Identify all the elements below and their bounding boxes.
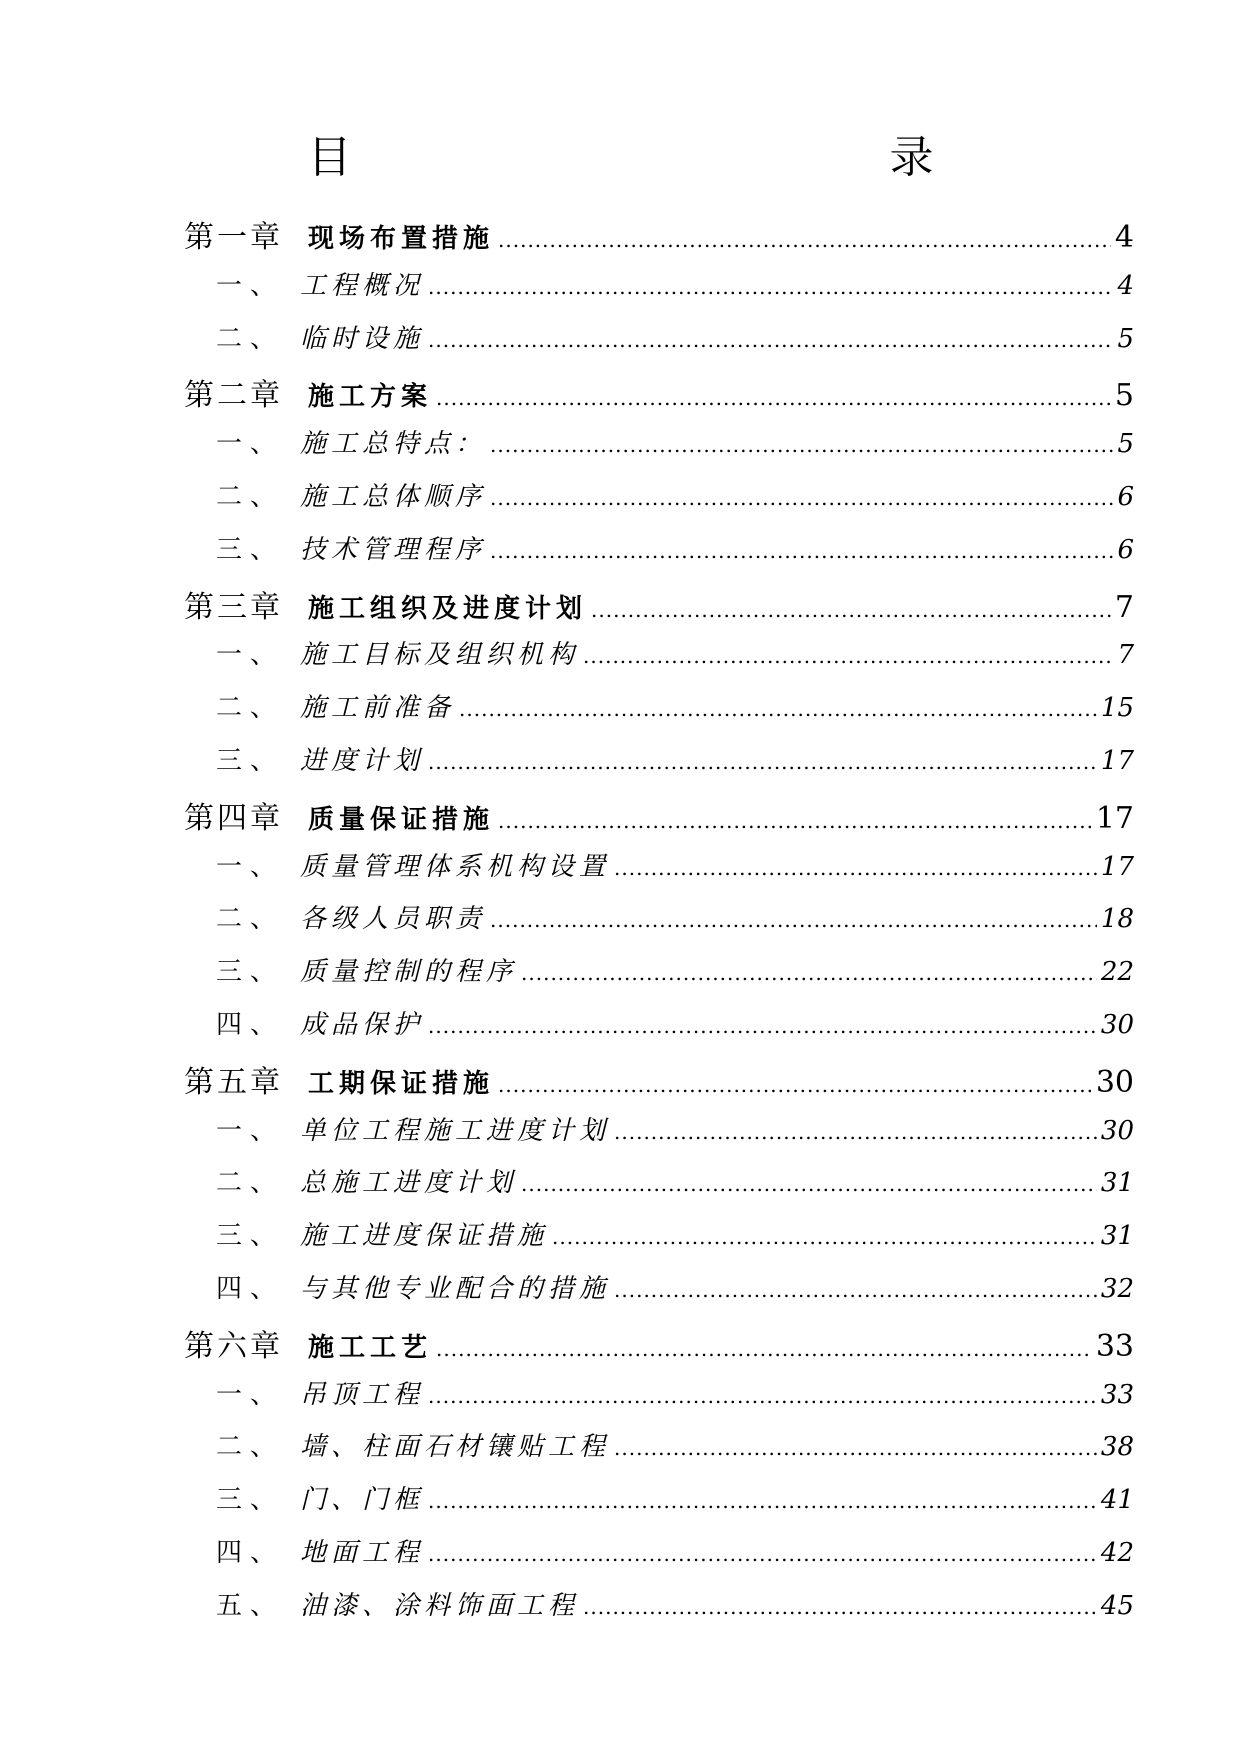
toc-dot-leader <box>521 957 1097 987</box>
toc-page-number: 4 <box>1114 220 1134 255</box>
toc-page-number: 5 <box>1114 378 1134 414</box>
toc-entry-number: 第四章 <box>184 800 283 836</box>
toc-section-entry[interactable] <box>184 846 1134 899</box>
toc-dot-leader <box>591 590 1111 625</box>
toc-entry-number: 四、 <box>216 1537 285 1568</box>
toc-page-number: 30 <box>1100 1115 1134 1146</box>
toc-entry-number: 一、 <box>216 1379 285 1410</box>
toc-section-entry[interactable] <box>184 529 1134 582</box>
toc-page-number: 32 <box>1100 1273 1134 1304</box>
toc-entry-number: 三、 <box>216 534 285 565</box>
toc-dot-leader <box>498 801 1092 836</box>
toc-entry-number: 四、 <box>216 1009 285 1040</box>
toc-entry-number: 第一章 <box>184 220 283 255</box>
toc-entry-number: 第五章 <box>184 1064 283 1100</box>
toc-section-entry[interactable] <box>184 318 1134 371</box>
toc-section-entry[interactable] <box>184 898 1134 951</box>
toc-entry-number: 三、 <box>216 745 285 776</box>
toc-chapter-entry[interactable] <box>184 793 1134 846</box>
toc-entry-number: 二、 <box>216 693 285 724</box>
toc-entry-number: 二、 <box>216 481 285 512</box>
toc-section-entry[interactable] <box>184 1374 1134 1427</box>
toc-chapter-entry[interactable] <box>184 212 1134 265</box>
toc-page-number: 6 <box>1117 481 1134 512</box>
toc-entry-number: 二、 <box>216 323 285 354</box>
toc-page-number: 18 <box>1100 904 1134 935</box>
toc-page-number: 30 <box>1100 1009 1134 1040</box>
toc-page-number: 5 <box>1117 323 1134 354</box>
toc-section-entry[interactable] <box>184 265 1134 318</box>
toc-entry-number: 五、 <box>216 1590 285 1621</box>
toc-entry-number: 第三章 <box>184 589 283 625</box>
toc-section-entry[interactable] <box>184 1479 1134 1532</box>
toc-section-entry[interactable] <box>184 634 1134 687</box>
toc-dot-leader <box>498 1065 1092 1100</box>
toc-section-entry[interactable] <box>184 1215 1134 1268</box>
toc-entry-title: 工程概况 <box>300 270 425 301</box>
toc-entry-title: 质量管理体系机构设置 <box>300 851 611 882</box>
toc-entry-number: 三、 <box>216 1221 285 1252</box>
toc-dot-leader <box>490 904 1097 934</box>
toc-page-number: 7 <box>1117 640 1134 671</box>
toc-entry-title: 单位工程施工进度计划 <box>300 1115 611 1146</box>
toc-dot-leader <box>428 1485 1097 1515</box>
toc-dot-leader <box>428 324 1113 354</box>
toc-section-entry[interactable] <box>184 476 1134 529</box>
toc-page-number: 7 <box>1114 589 1134 625</box>
toc-entry-title: 技术管理程序 <box>300 534 487 565</box>
toc-page-number: 31 <box>1100 1168 1134 1199</box>
toc-entry-title: 施工总体顺序 <box>300 481 487 512</box>
toc-dot-leader <box>498 220 1111 255</box>
toc-page-number: 38 <box>1100 1432 1134 1463</box>
toc-dot-leader <box>614 1274 1097 1304</box>
toc-dot-leader <box>436 1329 1092 1364</box>
toc-section-entry[interactable] <box>184 423 1134 476</box>
toc-dot-leader <box>614 1432 1097 1462</box>
toc-entry-title: 门、门框 <box>300 1485 425 1516</box>
toc-entry-title: 成品保护 <box>300 1009 425 1040</box>
toc-entry-title: 施工方案 <box>308 382 433 413</box>
toc-page-number: 17 <box>1095 800 1134 836</box>
toc-page-number: 33 <box>1095 1328 1134 1364</box>
toc-entry-title: 质量保证措施 <box>308 804 495 835</box>
toc-dot-leader <box>428 746 1097 776</box>
toc-entry-number: 一、 <box>216 270 285 301</box>
toc-entry-number: 三、 <box>216 1485 285 1516</box>
toc-section-entry[interactable] <box>184 951 1134 1004</box>
toc-entry-title: 施工工艺 <box>308 1332 433 1363</box>
toc-page-number: 4 <box>1117 270 1134 301</box>
toc-entry-title: 施工前准备 <box>300 693 456 724</box>
toc-entry-number: 二、 <box>216 904 285 935</box>
toc-entry-title: 总施工进度计划 <box>300 1168 518 1199</box>
toc-entry-title: 施工目标及组织机构 <box>300 640 580 671</box>
toc-dot-leader <box>428 271 1113 301</box>
toc-entry-title: 吊顶工程 <box>300 1379 425 1410</box>
toc-entry-title: 施工总特点： <box>300 429 487 460</box>
toc-entry-number: 一、 <box>216 429 285 460</box>
toc-chapter-entry[interactable] <box>184 370 1134 423</box>
toc-dot-leader <box>583 640 1113 670</box>
toc-dot-leader <box>490 429 1113 459</box>
toc-dot-leader <box>490 535 1113 565</box>
toc-entry-number: 一、 <box>216 1115 285 1146</box>
toc-page-number: 17 <box>1100 851 1134 882</box>
toc-entry-number: 第二章 <box>184 378 283 414</box>
toc-page-number: 15 <box>1100 693 1134 724</box>
toc-entry-number: 四、 <box>216 1273 285 1304</box>
toc-dot-leader <box>428 1010 1097 1040</box>
toc-dot-leader <box>583 1591 1097 1621</box>
toc-page-number: 30 <box>1095 1064 1134 1100</box>
toc-dot-leader <box>614 1116 1097 1146</box>
toc-entry-number: 一、 <box>216 851 285 882</box>
toc-entry-title: 工期保证措施 <box>308 1068 495 1099</box>
toc-section-entry[interactable] <box>184 1585 1134 1638</box>
toc-dot-leader <box>436 378 1111 413</box>
toc-dot-leader <box>428 1380 1097 1410</box>
toc-entry-title: 施工进度保证措施 <box>300 1221 549 1252</box>
toc-section-entry[interactable] <box>184 1426 1134 1479</box>
toc-entry-number: 三、 <box>216 957 285 988</box>
toc-page-number: 22 <box>1100 957 1134 988</box>
toc-section-entry[interactable] <box>184 1110 1134 1163</box>
toc-section-entry[interactable] <box>184 740 1134 793</box>
toc-entry-title: 各级人员职责 <box>300 904 487 935</box>
toc-dot-leader <box>490 482 1113 512</box>
toc-page-number: 42 <box>1100 1537 1134 1568</box>
toc-page-number: 41 <box>1100 1485 1134 1516</box>
toc-entry-title: 地面工程 <box>300 1537 425 1568</box>
toc-dot-leader <box>552 1221 1097 1251</box>
toc-page-number: 45 <box>1100 1590 1134 1621</box>
toc-entry-number: 二、 <box>216 1432 285 1463</box>
toc-entry-number: 第六章 <box>184 1328 283 1364</box>
toc-entry-title: 与其他专业配合的措施 <box>300 1273 611 1304</box>
toc-dot-leader <box>614 852 1097 882</box>
page-title: 目 录 <box>307 132 1084 183</box>
toc-page-number: 33 <box>1100 1379 1134 1410</box>
toc-entry-title: 现场布置措施 <box>308 224 495 254</box>
toc-entry-title: 油漆、涂料饰面工程 <box>300 1590 580 1621</box>
table-of-contents <box>184 212 1134 1638</box>
toc-entry-title: 施工组织及进度计划 <box>308 593 588 624</box>
toc-section-entry[interactable] <box>184 1162 1134 1215</box>
toc-entry-number: 一、 <box>216 640 285 671</box>
toc-section-entry[interactable] <box>184 1532 1134 1585</box>
toc-entry-title: 墙、柱面石材镶贴工程 <box>300 1432 611 1463</box>
toc-page-number: 17 <box>1100 745 1134 776</box>
toc-chapter-entry[interactable] <box>184 1057 1134 1110</box>
toc-entry-title: 质量控制的程序 <box>300 957 518 988</box>
toc-dot-leader <box>428 1538 1097 1568</box>
toc-dot-leader <box>521 1168 1097 1198</box>
toc-entry-title: 临时设施 <box>300 323 425 354</box>
toc-entry-title: 进度计划 <box>300 745 425 776</box>
toc-page-number: 5 <box>1117 429 1134 460</box>
toc-page-number: 31 <box>1100 1221 1134 1252</box>
toc-chapter-entry[interactable] <box>184 582 1134 635</box>
toc-section-entry[interactable] <box>184 1004 1134 1057</box>
toc-section-entry[interactable] <box>184 1268 1134 1321</box>
toc-entry-number: 二、 <box>216 1168 285 1199</box>
toc-page-number: 6 <box>1117 534 1134 565</box>
toc-dot-leader <box>459 693 1097 723</box>
toc-chapter-entry[interactable] <box>184 1321 1134 1374</box>
toc-section-entry[interactable] <box>184 687 1134 740</box>
